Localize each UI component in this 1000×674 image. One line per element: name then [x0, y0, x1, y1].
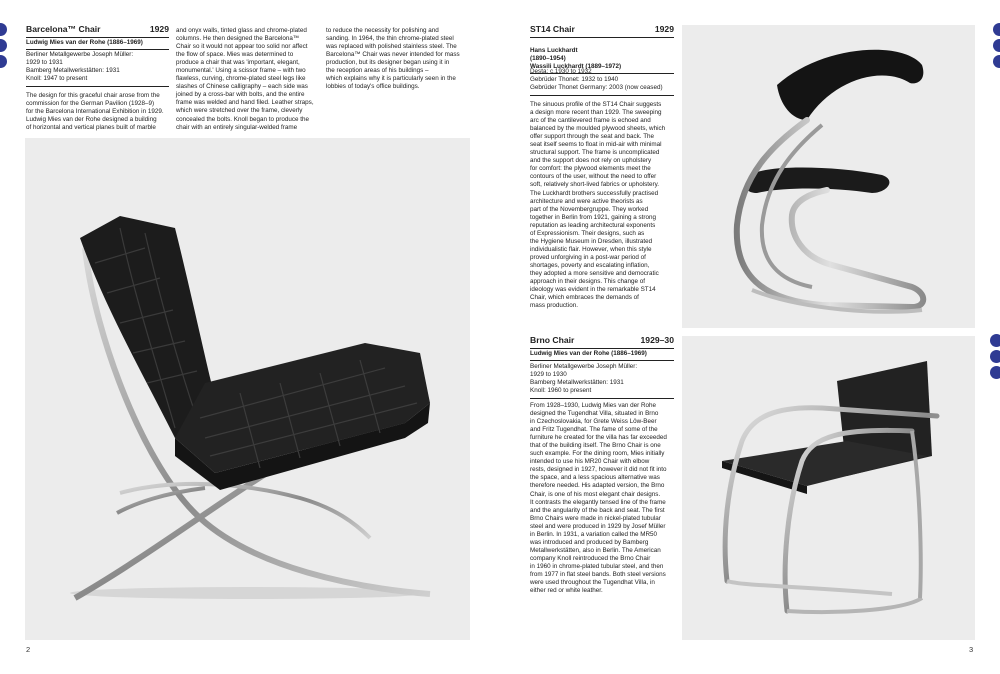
- barcelona-title: Barcelona™ Chair: [26, 24, 101, 34]
- body-paragraph: The design for this graceful chair arose from the commission for the German Pavilion (1928–9) for the Barcelona International Exhibition in 1929. Ludwig Mies van der Rohe designed a building of horizontal and vertical planes built of marble: [26, 92, 164, 132]
- st14-makers: [530, 68, 674, 96]
- maker-line: 1929 to 1930: [530, 371, 567, 378]
- brno-title: Brno Chair: [530, 335, 575, 345]
- st14-body: [530, 101, 680, 310]
- st14-year: 1929: [654, 24, 674, 34]
- maker-line: Knoll: 1960 to present: [530, 387, 592, 394]
- barcelona-makers: [26, 51, 169, 87]
- edge-tab-dot: [993, 55, 1000, 68]
- barcelona-chair-photo: [25, 138, 470, 640]
- page-number-right: 3: [969, 645, 974, 654]
- maker-line: Bamberg Metallwerkstätten: 1931: [26, 67, 120, 74]
- maker-line: 1929 to 1931: [26, 59, 63, 66]
- barcelona-heading: [26, 24, 169, 38]
- edge-tab-dot: [993, 39, 1000, 52]
- edge-tab-dot: [990, 334, 1000, 347]
- body-paragraph: and onyx walls, tinted glass and chrome-plated columns. He then designed the Barcelona™ Chair so it would not appear too solid nor affect the flow of space. Mies was determined to produce a chair that was 'important, elegant, monumental.' Using a scissor frame – with two flawless, curving, chrome-plated steel legs like slashes of Chinese calligraphy – each side was joined by a cross-bar with bolts, and the entire frame was welded and hand filed. Leather straps, which were stretched over the frame, cleverly concealed the bolts. Knoll began to produce the chair with an entirely singular-welded frame: [176, 27, 314, 131]
- body-paragraph: to reduce the necessity for polishing and sanding. In 1964, the thin chrome-plated steel was replaced with polished stainless steel. The Barcelona™ Chair was never intended for mass production, but its designer began using it in the reception areas of his buildings – which explains why it is particularly seen in the lobbies of today's office buildings.: [326, 27, 460, 91]
- page-number-left: 2: [26, 645, 31, 654]
- barcelona-body-col3: [326, 27, 476, 91]
- st14-chair-illustration: [682, 25, 975, 328]
- brno-chair-photo: [682, 336, 975, 640]
- edge-tab-dot: [990, 350, 1000, 363]
- brno-body: [530, 402, 680, 595]
- brno-heading: [530, 335, 674, 349]
- st14-chair-photo: [682, 25, 975, 328]
- brno-chair-illustration: [682, 336, 975, 640]
- maker-line: Berliner Metallgewerbe Joseph Müller:: [530, 363, 638, 370]
- edge-tab-dot: [990, 366, 1000, 379]
- brno-makers: [530, 363, 674, 399]
- barcelona-year: 1929: [149, 24, 169, 34]
- edge-tab-dot: [993, 23, 1000, 36]
- maker-line: Berliner Metallgewerbe Joseph Müller:: [26, 51, 134, 58]
- edge-tab-dot: [0, 39, 7, 52]
- st14-heading: [530, 24, 674, 38]
- st14-designer-text: Hans Luckhardt (1890–1954) Wassili Luckhardt (1889–1972): [530, 47, 622, 70]
- st14-title: ST14 Chair: [530, 24, 575, 34]
- body-paragraph: The sinuous profile of the ST14 Chair suggests a design more recent than 1929. The sweeping arc of the cantilevered frame is echoed and balanced by the moulded plywood sheets, which offer support through the seat and back. The seat itself seems to float in mid-air with minimal structural support. The frame is uncomplicated and the support does not rely on upholstery for comfort: the plywood elements meet the contours of the user, without the need to offer soft, relatively short-lived fabrics or upholstery. The Luckhardt brothers successfully practised architecture and were active theorists as part of the Novembergruppe. They worked together in Berlin from 1921, gaining a strong reputation as leading architectural exponents of Expressionism. Their designs, such as the Hygiene Museum in Dresden, illustrated individualistic flair. However, when this style proved unforgiving in a post-war period of shortages, poverty and escalating inflation, they adopted a more sensitive and democratic approach in their designs. This change of ideology was evident in the remarkable ST14 Chair, which embraces the demands of mass production.: [530, 101, 666, 310]
- brno-designer: Ludwig Mies van der Rohe (1886–1969): [530, 350, 674, 361]
- maker-line: Gebrüder Thonet: 1932 to 1940: [530, 76, 619, 83]
- maker-line: Desta: c.1930 to 1932: [530, 68, 592, 75]
- barcelona-body-col1: [26, 92, 176, 132]
- barcelona-chair-illustration: [25, 138, 470, 640]
- edge-tab-dot: [0, 23, 7, 36]
- maker-line: Bamberg Metallwerkstätten: 1931: [530, 379, 624, 386]
- barcelona-designer: Ludwig Mies van der Rohe (1886–1969): [26, 39, 169, 50]
- brno-year: 1929–30: [640, 335, 674, 345]
- body-paragraph: From 1928–1930, Ludwig Mies van der Rohe designed the Tugendhat Villa, situated in Brno in Czechoslovakia, for Grete Weiss Löw-Beer and Fritz Tugendhat. The fame of some of the furniture he created for the villa has far exceeded that of the building itself. The Brno Chair is one such example. For the dining room, Mies initially intended to use his MR20 Chair with elbow rests, designed in 1927, however it did not fit into the space, and a less spacious alternative was therefore needed. His adapted version, the Brno Chair, is one of his most elegant chair designs. It contrasts the elegantly tensed line of the frame and the angularity of the back and seat. The first Brno Chairs were made in nickel-plated tubular steel and were produced in 1929 by Josef Müller in Berlin. In 1931, a variation called the MR50 was introduced and produced by Bamberg Metallwerkstätten, also in Berlin. The American company Knoll reintroduced the Brno Chair in 1960 in chrome-plated tubular steel, and then from 1977 in flat steel bands. Both steel versions were used throughout the Tugendhat Villa, in either red or white leather.: [530, 402, 667, 595]
- maker-line: Knoll: 1947 to present: [26, 75, 88, 82]
- maker-line: Gebrüder Thonet Germany: 2003 (now ceased): [530, 84, 663, 91]
- edge-tab-dot: [0, 55, 7, 68]
- barcelona-body-col2: [176, 27, 326, 132]
